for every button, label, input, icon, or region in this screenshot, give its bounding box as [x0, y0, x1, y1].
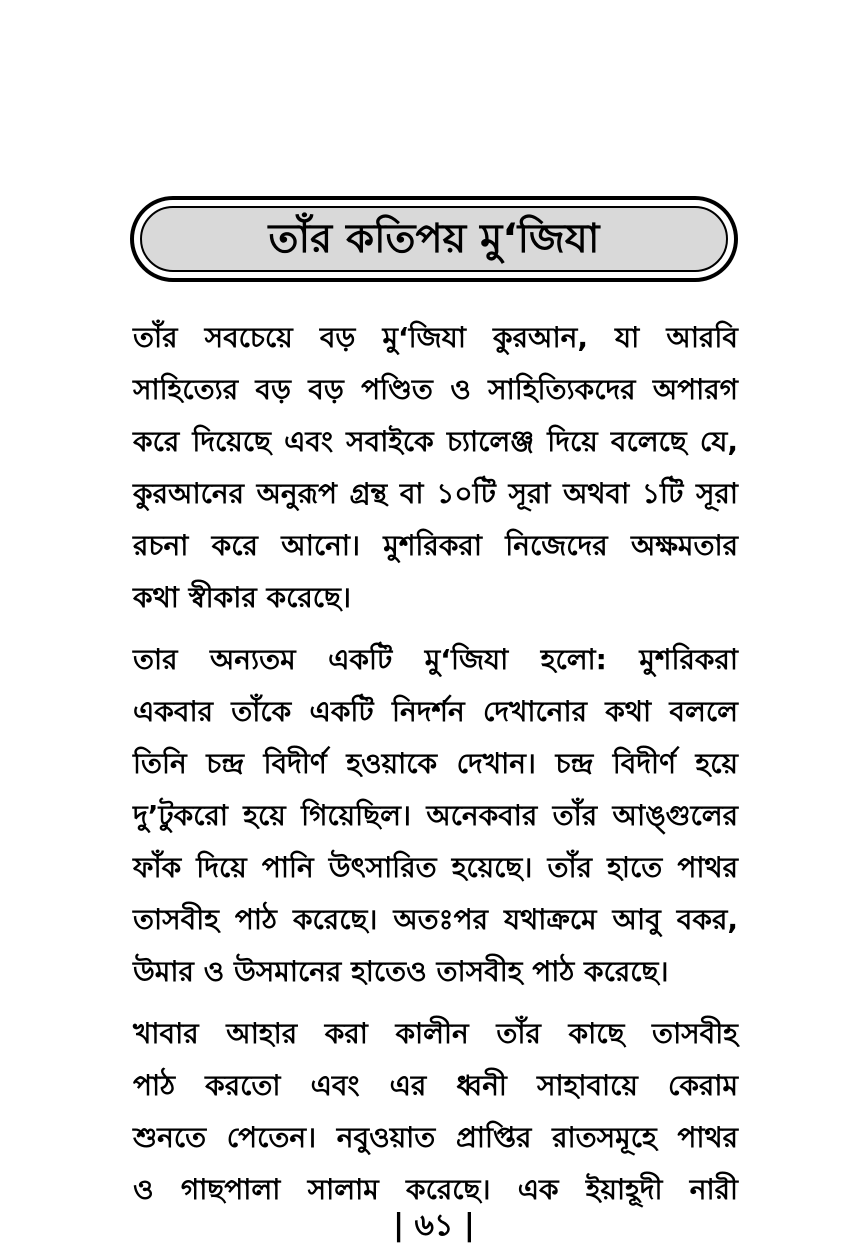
text-line: করে দিয়েছে এবং সবাইকে চ্যালেঞ্জ দিয়ে বলেছে যে, — [133, 425, 738, 458]
body-text — [133, 312, 738, 1226]
paragraph-1 — [133, 312, 738, 624]
text-line: সাহিত্যের বড় বড় পণ্ডিত ও সাহিত্যিকদের অপারগ — [133, 373, 738, 406]
text-line: কুরআনের অনুরূপ গ্রন্থ বা ১০টি সূরা অথবা ১টি সূরা — [133, 477, 738, 510]
text-line: ফাঁক দিয়ে পানি উৎসারিত হয়েছে। তাঁর হাতে পাথর — [133, 851, 738, 884]
page-number: | ৬১ | — [393, 1208, 475, 1243]
text-line: তাসবীহ পাঠ করেছে। অতঃপর যথাক্রমে আবু বকর, — [133, 903, 738, 936]
text-line: ও গাছপালা সালাম করেছে। এক ইয়াহূদী নারী — [133, 1173, 738, 1206]
text-line: তাঁর সবচেয়ে বড় মু‘জিযা কুরআন, যা আরবি — [133, 321, 738, 354]
paragraph-2 — [133, 634, 738, 998]
text-line: তিনি চন্দ্র বিদীর্ণ হওয়াকে দেখান। চন্দ্র বিদীর্ণ হয়ে — [133, 747, 738, 780]
text-line: খাবার আহার করা কালীন তাঁর কাছে তাসবীহ — [133, 1017, 738, 1050]
text-line: একবার তাঁকে একটি নিদর্শন দেখানোর কথা বললে — [133, 695, 738, 728]
chapter-title-frame — [130, 196, 738, 282]
text-line: রচনা করে আনো। মুশরিকরা নিজেদের অক্ষমতার — [133, 529, 738, 562]
text-line: পাঠ করতো এবং এর ধ্বনী সাহাবায়ে কেরাম — [133, 1069, 738, 1102]
chapter-title-banner — [140, 206, 728, 272]
text-line: কথা স্বীকার করেছে। — [133, 581, 351, 614]
text-line: উমার ও উসমানের হাতেও তাসবীহ পাঠ করেছে। — [133, 955, 669, 988]
text-line: তার অন্যতম একটি মু‘জিযা হলো: মুশরিকরা — [133, 643, 738, 676]
text-line: দু’টুকরো হয়ে গিয়েছিল। অনেকবার তাঁর আঙ্গুলের — [133, 799, 738, 832]
text-line: শুনতে পেতেন। নবুওয়াত প্রাপ্তির রাতসমূহে পাথর — [133, 1121, 738, 1154]
chapter-title: তাঁর কতিপয় মু‘জিযা — [268, 216, 600, 262]
paragraph-3 — [133, 1008, 738, 1216]
